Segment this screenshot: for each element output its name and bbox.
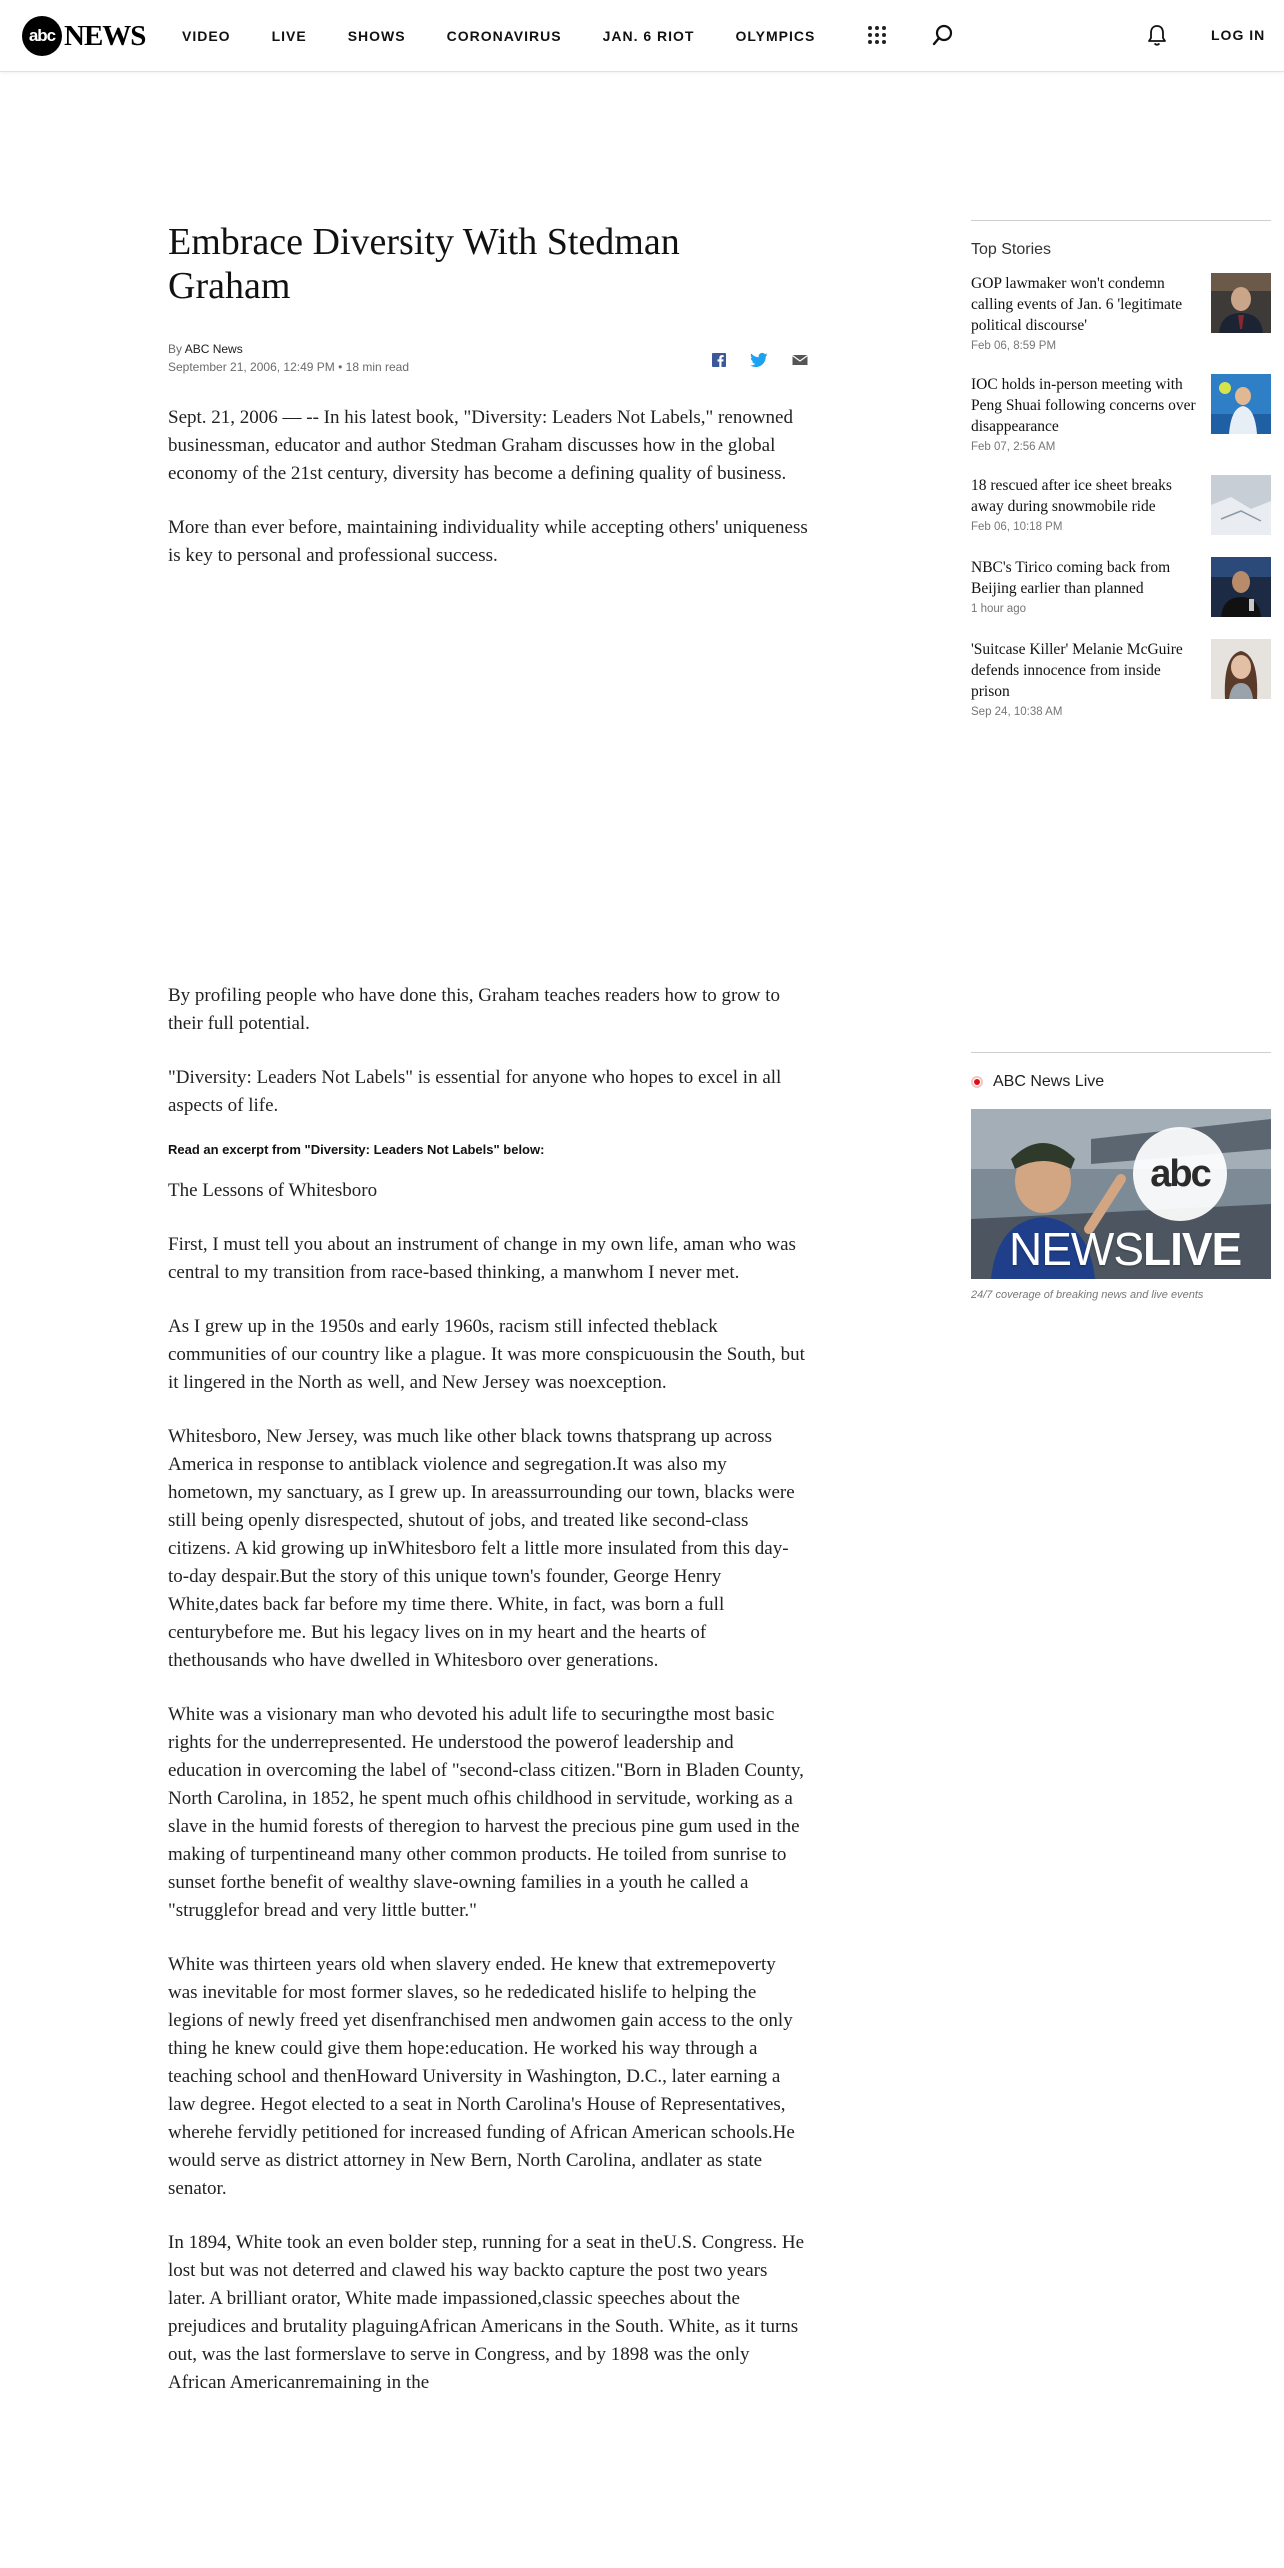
excerpt-paragraph: White was thirteen years old when slavery ended. He knew that extremepoverty was inevitable for most former slaves, so he rededicated hislife to helping the legions of newly freed yet disenfranchised men andwomen gain access to the only thing he knew could give them hope:education. He worked his way through a teaching school and thenHoward University in Washington, D.C., later earning a law degree. Hegot elected to a seat in North Carolina's House of Representatives, wherehe fervidly petitioned for increased funding of African American schools.He would serve as district attorney in New Bern, North Carolina, andlater as state senator. bbox=[168, 1954, 795, 2199]
nav-olympics[interactable]: OLYMPICS bbox=[735, 28, 816, 44]
date-text: September 21, 2006, 12:49 PM bbox=[168, 360, 335, 374]
article-paragraph: More than ever before, maintaining individuality while accepting others' uniqueness is key to personal and professional success. bbox=[168, 517, 808, 566]
excerpt-paragraph: White was a visionary man who devoted his adult life to securingthe most basic rights for the underrepresented. He understood the powerof leadership and education in overcoming the label of "second-class citizen."Born in Bladen County, North Carolina, in 1852, he spent much ofhis childhood in servitude, working as a slave in the humid forests of theregion to harvest the precious pine gum used in the making of turpentineand many other common products. He toiled from sunrise to sunset forthe benefit of wealthy slave-owning families in a youth he called a "strugglefor bread and very little butter." bbox=[168, 1704, 804, 1921]
top-story-item[interactable] bbox=[971, 374, 1271, 453]
section-divider bbox=[971, 220, 1271, 221]
story-headline[interactable]: GOP lawmaker won't condemn calling events of Jan. 6 'legitimate political discourse' bbox=[971, 275, 1183, 334]
top-stories-module bbox=[971, 220, 1271, 718]
nav-shows[interactable]: SHOWS bbox=[347, 28, 406, 44]
story-thumbnail[interactable] bbox=[1211, 374, 1271, 434]
story-timestamp: Sep 24, 10:38 AM bbox=[971, 706, 1063, 718]
excerpt-paragraph: Whitesboro, New Jersey, was much like other black towns thatsprang up across America in response to antiblack violence and segregation.It was also my hometown, my sanctuary, as I grew up. In areassurrounding our town, blacks were still being openly disrespected, shutout of jobs, and treated like second-class citizens. A kid growing up inWhitesboro felt a little more insulated from this day-to-day despair.But the story of this unique town's founder, George Henry White,dates back far before my time there. White, in fact, was born a full centurybefore me. But his legacy lives on in my heart and the hearts of thethousands who have dwelled in Whitesboro over generations. bbox=[168, 1426, 795, 1671]
main-nav bbox=[182, 0, 856, 72]
top-stories-title: Top Stories bbox=[971, 241, 1052, 258]
live-indicator-icon bbox=[971, 1076, 983, 1088]
article-headline: Embrace Diversity With Stedman Graham bbox=[168, 221, 680, 307]
newslive-news: NEWS bbox=[1009, 1223, 1143, 1275]
email-icon[interactable] bbox=[792, 353, 808, 367]
ad-slot bbox=[168, 570, 808, 982]
story-timestamp: Feb 07, 2:56 AM bbox=[971, 441, 1056, 453]
story-thumbnail[interactable] bbox=[1211, 557, 1271, 617]
notification-bell-icon[interactable] bbox=[1146, 23, 1168, 47]
story-headline[interactable]: NBC's Tirico coming back from Beijing earlier than planned bbox=[971, 559, 1171, 597]
story-headline[interactable]: 18 rescued after ice sheet breaks away during snowmobile ride bbox=[971, 477, 1172, 515]
author-link[interactable]: ABC News bbox=[184, 342, 243, 356]
story-thumbnail[interactable] bbox=[1211, 475, 1271, 535]
more-menu-grid-icon[interactable] bbox=[868, 26, 886, 44]
story-timestamp: Feb 06, 10:18 PM bbox=[971, 521, 1063, 533]
story-timestamp: Feb 06, 8:59 PM bbox=[971, 340, 1057, 352]
live-video-player[interactable] bbox=[971, 1109, 1271, 1279]
search-icon[interactable] bbox=[932, 24, 954, 46]
article bbox=[168, 220, 808, 2397]
story-thumbnail[interactable] bbox=[1211, 639, 1271, 699]
abc-live-logo-text: abc bbox=[1150, 1152, 1210, 1195]
story-headline[interactable]: IOC holds in-person meeting with Peng Shuai following concerns over disappearance bbox=[971, 376, 1196, 435]
story-headline[interactable]: 'Suitcase Killer' Melanie McGuire defends innocence from inside prison bbox=[971, 641, 1183, 700]
top-story-item[interactable] bbox=[971, 273, 1271, 352]
excerpt-paragraph: First, I must tell you about an instrument of change in my own life, aman who was central to my transition from race-based thinking, a manwhom I never met. bbox=[168, 1234, 796, 1283]
twitter-icon[interactable] bbox=[750, 352, 768, 368]
live-header bbox=[971, 1073, 1271, 1091]
newslive-live: LIVE bbox=[1143, 1223, 1242, 1275]
excerpt-title: The Lessons of Whitesboro bbox=[168, 1180, 378, 1201]
nav-jan6-riot[interactable]: JAN. 6 RIOT bbox=[602, 28, 695, 44]
top-story-item[interactable] bbox=[971, 557, 1271, 617]
newslive-wordmark bbox=[1009, 1225, 1241, 1273]
excerpt-paragraph: As I grew up in the 1950s and early 1960s, racism still infected theblack communities of our country like a plague. It was more conspicuousin the South, but it lingered in the North as well, and New Jersey was noexception. bbox=[168, 1316, 805, 1393]
read-time: • 18 min read bbox=[338, 360, 410, 374]
abc-live-logo-circle bbox=[1133, 1127, 1227, 1221]
abc-logo-mark: abc bbox=[22, 16, 62, 56]
news-wordmark: NEWS bbox=[64, 19, 146, 52]
log-in-button[interactable]: LOG IN bbox=[1211, 27, 1266, 43]
article-paragraph: By profiling people who have done this, Graham teaches readers how to grow to their full potential. bbox=[168, 985, 781, 1034]
abc-news-logo[interactable] bbox=[22, 16, 145, 56]
top-nav-bar bbox=[0, 0, 1284, 72]
live-caption: 24/7 coverage of breaking news and live events bbox=[971, 1289, 1204, 1301]
nav-coronavirus[interactable]: CORONAVIRUS bbox=[446, 28, 562, 44]
excerpt-paragraph: In 1894, White took an even bolder step, running for a seat in theU.S. Congress. He lost but was not deterred and clawed his way backto capture the post two years later. A brilliant orator, White made impassioned,classic speeches about the prejudices and brutality plaguingAfrican Americans in the South. White, as it turns out, was the last formerslave to serve in Congress, and by 1898 was the only African Americanremaining in the bbox=[168, 2232, 805, 2393]
top-story-item[interactable] bbox=[971, 639, 1271, 718]
article-paragraph: Sept. 21, 2006 — -- In his latest book, "Diversity: Leaders Not Labels," renowned businessman, educator and author Stedman Graham discusses how in the global economy of the 21st century, diversity has become a defining quality of business. bbox=[168, 407, 793, 484]
nav-video[interactable]: VIDEO bbox=[182, 28, 231, 44]
live-title: ABC News Live bbox=[993, 1073, 1105, 1090]
top-story-item[interactable] bbox=[971, 475, 1271, 535]
abc-news-live-module bbox=[971, 1052, 1271, 1301]
excerpt-label: Read an excerpt from "Diversity: Leaders Not Labels" below: bbox=[168, 1142, 545, 1157]
by-prefix: By bbox=[168, 342, 183, 356]
nav-live[interactable]: LIVE bbox=[271, 28, 307, 44]
byline bbox=[168, 342, 808, 382]
story-thumbnail[interactable] bbox=[1211, 273, 1271, 333]
article-paragraph: "Diversity: Leaders Not Labels" is essential for anyone who hopes to excel in all aspects of life. bbox=[168, 1067, 782, 1116]
facebook-icon[interactable] bbox=[712, 352, 726, 368]
section-divider bbox=[971, 1052, 1271, 1053]
share-buttons bbox=[712, 352, 808, 368]
story-timestamp: 1 hour ago bbox=[971, 603, 1026, 615]
